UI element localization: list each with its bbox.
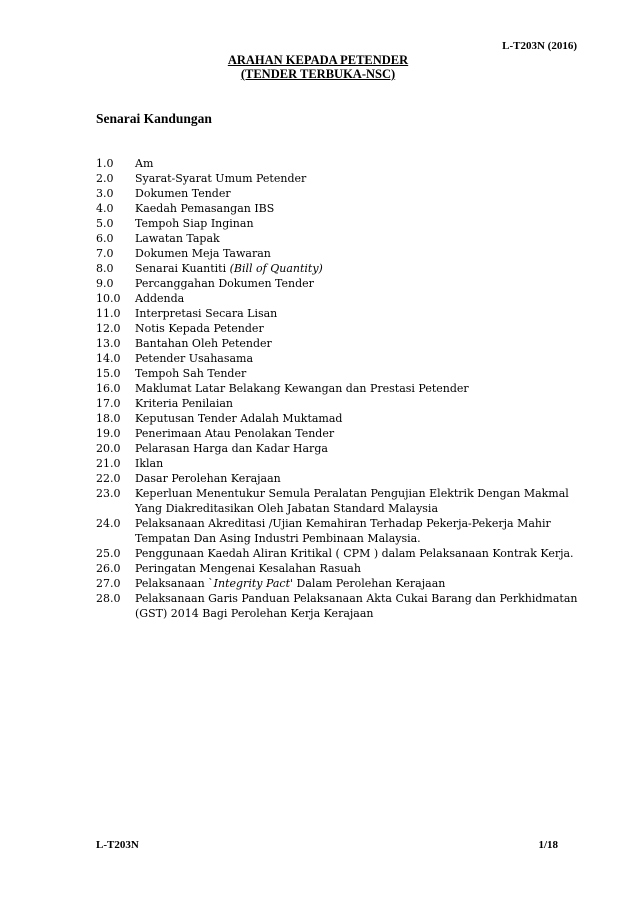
toc-item-text	[135, 516, 596, 546]
toc-item-number: 16.0	[96, 382, 121, 395]
toc-item-text	[135, 486, 596, 516]
table-of-contents	[96, 156, 596, 621]
toc-item-title: Keperluan Menentukur Semula Peralatan Pengujian Elektrik Dengan Makmal Yang Diakreditasikan Oleh Jabatan Standard Malaysia	[135, 487, 569, 515]
toc-heading: Senarai Kandungan	[96, 111, 212, 126]
toc-item-number: 18.0	[96, 412, 121, 425]
toc-item-title: Dokumen Tender	[135, 187, 231, 200]
footer-page-number: 1/18	[538, 839, 558, 851]
toc-item	[96, 336, 596, 351]
toc-item	[96, 321, 596, 336]
toc-item	[96, 411, 596, 426]
toc-item	[96, 516, 596, 546]
toc-item	[96, 471, 596, 486]
toc-item	[96, 171, 596, 186]
toc-item-number: 3.0	[96, 187, 114, 200]
toc-item-title: Tempoh Sah Tender	[135, 367, 247, 380]
toc-item	[96, 291, 596, 306]
toc-item-title: Lawatan Tapak	[135, 232, 220, 245]
toc-item-text	[135, 591, 596, 621]
toc-item-text	[135, 246, 596, 261]
toc-item-italic: Integrity Pact'	[213, 577, 294, 590]
toc-item-text	[135, 156, 596, 171]
toc-item	[96, 486, 596, 516]
toc-item-title: Penerimaan Atau Penolakan Tender	[135, 427, 335, 440]
toc-item	[96, 216, 596, 231]
toc-item-number: 5.0	[96, 217, 114, 230]
footer-doc-code: L-T203N	[96, 839, 139, 851]
toc-item-title: Keputusan Tender Adalah Muktamad	[135, 412, 343, 425]
toc-item-title: Notis Kepada Petender	[135, 322, 264, 335]
toc-item-number: 26.0	[96, 562, 121, 575]
toc-item-title: Penggunaan Kaedah Aliran Kritikal ( CPM ) dalam Pelaksanaan Kontrak Kerja.	[135, 547, 574, 560]
toc-item-text	[135, 381, 596, 396]
toc-item-title: Maklumat Latar Belakang Kewangan dan Prestasi Petender	[135, 382, 469, 395]
toc-item-title: Senarai Kuantiti	[135, 262, 230, 275]
toc-item-title: Addenda	[135, 292, 185, 305]
toc-item-text	[135, 561, 596, 576]
toc-item-number: 4.0	[96, 202, 114, 215]
toc-item-number: 12.0	[96, 322, 121, 335]
toc-item-number: 23.0	[96, 487, 121, 500]
toc-item	[96, 456, 596, 471]
toc-item	[96, 561, 596, 576]
toc-item-title: Pelarasan Harga dan Kadar Harga	[135, 442, 328, 455]
toc-item-text	[135, 186, 596, 201]
toc-item	[96, 351, 596, 366]
toc-item-text	[135, 321, 596, 336]
toc-item-italic: (Bill of Quantity)	[229, 262, 323, 275]
toc-item-title: Kriteria Penilaian	[135, 397, 234, 410]
toc-item-title: Percanggahan Dokumen Tender	[135, 277, 314, 290]
toc-item-text	[135, 456, 596, 471]
toc-item-text	[135, 411, 596, 426]
toc-item-text	[135, 396, 596, 411]
toc-item-number: 20.0	[96, 442, 121, 455]
toc-item-title: Iklan	[135, 457, 164, 470]
toc-item	[96, 426, 596, 441]
toc-item-text	[135, 216, 596, 231]
toc-item-text	[135, 306, 596, 321]
toc-item-number: 1.0	[96, 157, 114, 170]
document-title	[0, 53, 636, 81]
toc-item	[96, 231, 596, 246]
toc-item-number: 14.0	[96, 352, 121, 365]
toc-item-text	[135, 366, 596, 381]
toc-item-title: Syarat-Syarat Umum Petender	[135, 172, 307, 185]
toc-item-number: 28.0	[96, 592, 121, 605]
toc-item-number: 17.0	[96, 397, 121, 410]
toc-item	[96, 381, 596, 396]
toc-item-number: 6.0	[96, 232, 114, 245]
toc-item-title: Pelaksanaan Garis Panduan Pelaksanaan Akta Cukai Barang dan Perkhidmatan (GST) 2014 Bagi Perolehan Kerja Kerajaan	[135, 592, 578, 620]
toc-item-number: 19.0	[96, 427, 121, 440]
toc-item	[96, 261, 596, 276]
toc-item-text	[135, 351, 596, 366]
toc-item	[96, 156, 596, 171]
toc-item	[96, 591, 596, 621]
toc-item-number: 7.0	[96, 247, 114, 260]
title-line-1: ARAHAN KEPADA PETENDER	[227, 53, 409, 67]
toc-item-title: Petender Usahasama	[135, 352, 254, 365]
toc-item	[96, 396, 596, 411]
toc-item-text	[135, 576, 596, 591]
toc-item-number: 21.0	[96, 457, 121, 470]
toc-item	[96, 276, 596, 291]
toc-item	[96, 576, 596, 591]
toc-item-number: 15.0	[96, 367, 121, 380]
toc-item-number: 8.0	[96, 262, 114, 275]
toc-item-text	[135, 546, 596, 561]
toc-item	[96, 546, 596, 561]
toc-item-number: 2.0	[96, 172, 114, 185]
toc-item-number: 27.0	[96, 577, 121, 590]
toc-item	[96, 366, 596, 381]
toc-item-text	[135, 471, 596, 486]
toc-item-text	[135, 276, 596, 291]
toc-item	[96, 186, 596, 201]
toc-item-text	[135, 201, 596, 216]
toc-item-number: 9.0	[96, 277, 114, 290]
toc-item-number: 10.0	[96, 292, 121, 305]
toc-item-text	[135, 426, 596, 441]
title-line-2: (TENDER TERBUKA-NSC)	[240, 67, 396, 81]
toc-item-title: Pelaksanaan Akreditasi /Ujian Kemahiran Terhadap Pekerja-Pekerja Mahir Tempatan Dan Asing Industri Pembinaan Malaysia.	[135, 517, 551, 545]
toc-item-number: 11.0	[96, 307, 121, 320]
toc-item-title-cont: Dalam Perolehan Kerajaan	[293, 577, 446, 590]
toc-item	[96, 306, 596, 321]
toc-item-title: Dasar Perolehan Kerajaan	[135, 472, 281, 485]
toc-item-number: 22.0	[96, 472, 121, 485]
toc-item-text	[135, 261, 596, 276]
toc-item-text	[135, 171, 596, 186]
toc-item-title: Kaedah Pemasangan IBS	[135, 202, 275, 215]
toc-item-title: Am	[135, 157, 154, 170]
toc-item	[96, 441, 596, 456]
toc-item-number: 24.0	[96, 517, 121, 530]
toc-item-title: Pelaksanaan `	[135, 577, 214, 590]
toc-item-text	[135, 336, 596, 351]
toc-item-title: Bantahan Oleh Petender	[135, 337, 272, 350]
toc-item-title: Interpretasi Secara Lisan	[135, 307, 278, 320]
toc-item-title: Peringatan Mengenai Kesalahan Rasuah	[135, 562, 361, 575]
toc-item-text	[135, 441, 596, 456]
toc-item	[96, 201, 596, 216]
toc-item-title: Dokumen Meja Tawaran	[135, 247, 271, 260]
toc-item-number: 13.0	[96, 337, 121, 350]
toc-item-text	[135, 231, 596, 246]
toc-item	[96, 246, 596, 261]
header-doc-code: L-T203N (2016)	[502, 40, 577, 52]
toc-item-number: 25.0	[96, 547, 121, 560]
toc-item-text	[135, 291, 596, 306]
toc-item-title: Tempoh Siap Inginan	[135, 217, 254, 230]
